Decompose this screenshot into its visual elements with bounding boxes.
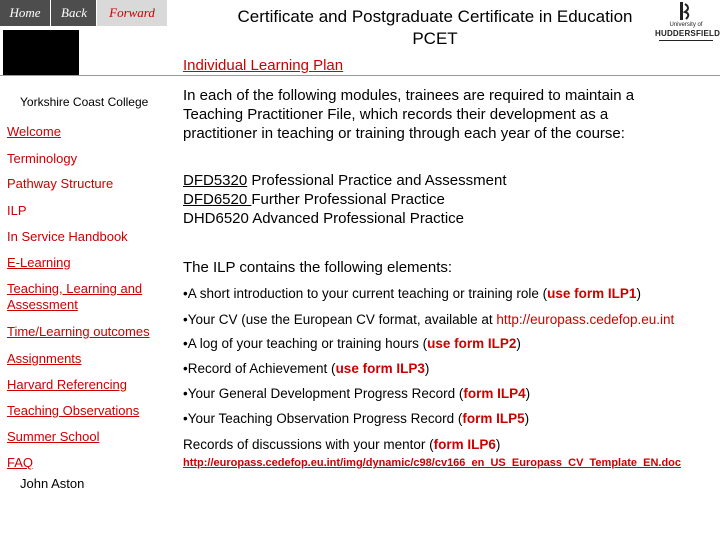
module-item	[183, 209, 713, 228]
black-image-placeholder	[3, 30, 79, 76]
college-name: Yorkshire Coast College	[20, 95, 149, 109]
crest-icon	[679, 2, 693, 20]
bullet-cv	[183, 312, 674, 327]
module-code: DHD6520	[183, 210, 249, 227]
sidebar-item-in-service-handbook[interactable]: In Service Handbook	[7, 229, 128, 244]
bullet-ilp2	[183, 336, 521, 351]
section-subtitle: Individual Learning Plan	[183, 57, 344, 74]
sidebar-item-teaching-observations[interactable]: Teaching Observations	[7, 403, 140, 418]
form-ref: use form ILP2	[427, 336, 517, 351]
bullet-end: )	[516, 336, 521, 351]
bullet-ilp1	[183, 286, 641, 301]
sidebar-item-teaching-learning-assessment[interactable]: Teaching, Learning and Assessment	[7, 281, 143, 312]
sidebar-item-pathway-structure[interactable]: Pathway Structure	[7, 176, 114, 191]
bullet-text: Records of discussions with your mentor (	[183, 437, 434, 452]
title-line-2: PCET	[412, 29, 458, 48]
author-name: John Aston	[20, 476, 85, 491]
bullet-ilp4	[183, 386, 530, 401]
sidebar-item-faq[interactable]: FAQ	[7, 455, 34, 470]
module-item	[183, 190, 713, 209]
bullet-text: •Record of Achievement (	[183, 361, 336, 376]
sidebar-item-time-learning-outcomes[interactable]: Time/Learning outcomes	[7, 324, 150, 339]
sidebar-item-ilp[interactable]: ILP	[7, 203, 27, 218]
module-name: Professional Practice and Assessment	[247, 172, 507, 189]
bullet-ilp3	[183, 361, 429, 376]
intro-line-1: In each of the following modules, trainees are required to maintain a	[183, 87, 635, 104]
university-logo	[655, 2, 720, 46]
elements-heading: The ILP contains the following elements:	[183, 259, 453, 276]
sidebar-item-assignments[interactable]: Assignments	[7, 351, 82, 366]
sidebar-item-welcome[interactable]: Welcome	[7, 124, 61, 139]
sidebar-item-harvard-referencing[interactable]: Harvard Referencing	[7, 377, 127, 392]
logo-name-text: HUDDERSFIELD	[655, 29, 720, 38]
cv-template-link[interactable]: http://europass.cedefop.eu.int/img/dynamic/c98/cv166_en_US_Europass_CV_Template_EN.doc	[183, 457, 682, 469]
form-ref: form ILP6	[433, 437, 496, 452]
intro-line-2: Teaching Practitioner File, which records their development as a	[183, 106, 609, 123]
nav-bar	[0, 0, 166, 26]
intro-paragraph	[183, 86, 713, 143]
module-name: Advanced Professional Practice	[248, 210, 464, 227]
form-ref: form ILP4	[463, 386, 526, 401]
home-button[interactable]: Home	[9, 5, 41, 20]
sidebar-item-terminology[interactable]: Terminology	[7, 151, 78, 166]
module-code-link[interactable]: DFD6520	[183, 191, 252, 208]
module-list	[183, 171, 713, 228]
form-ref: use form ILP3	[335, 361, 425, 376]
bullet-text: •Your Teaching Observation Progress Record (	[183, 411, 463, 426]
logo-small-text: University of	[669, 22, 703, 28]
bullet-ilp5	[183, 411, 529, 426]
module-item	[183, 171, 713, 190]
bullet-end: )	[636, 286, 641, 301]
forward-button[interactable]: Forward	[96, 0, 167, 26]
title-line-1: Certificate and Postgraduate Certificate in Education	[237, 7, 633, 26]
bullet-text: •Your General Development Progress Record (	[183, 386, 464, 401]
form-ref: use form ILP1	[547, 286, 637, 301]
bullet-end: )	[524, 411, 530, 426]
logo-divider	[659, 40, 713, 41]
page-title	[205, 6, 665, 50]
europass-link[interactable]: http://europass.cedefop.eu.int	[496, 312, 675, 327]
bullet-end: )	[525, 386, 531, 401]
bullet-end: )	[424, 361, 430, 376]
sidebar-item-e-learning[interactable]: E-Learning	[7, 255, 71, 270]
module-code-link[interactable]: DFD5320	[183, 172, 248, 189]
back-button[interactable]: Back	[50, 0, 97, 26]
intro-line-3: practitioner in teaching or training through each year of the course:	[183, 125, 625, 142]
bullet-ilp6	[183, 437, 500, 452]
module-name: Further Professional Practice	[251, 191, 445, 208]
bullet-text: •A short introduction to your current teaching or training role (	[183, 286, 548, 301]
form-ref: form ILP5	[462, 411, 525, 426]
bullet-text: •A log of your teaching or training hours (	[183, 336, 428, 351]
bullet-end: )	[495, 437, 501, 452]
bullet-text: •Your CV (use the European CV format, available at	[183, 312, 497, 327]
header-divider	[0, 75, 720, 76]
sidebar-item-summer-school[interactable]: Summer School	[7, 429, 100, 444]
